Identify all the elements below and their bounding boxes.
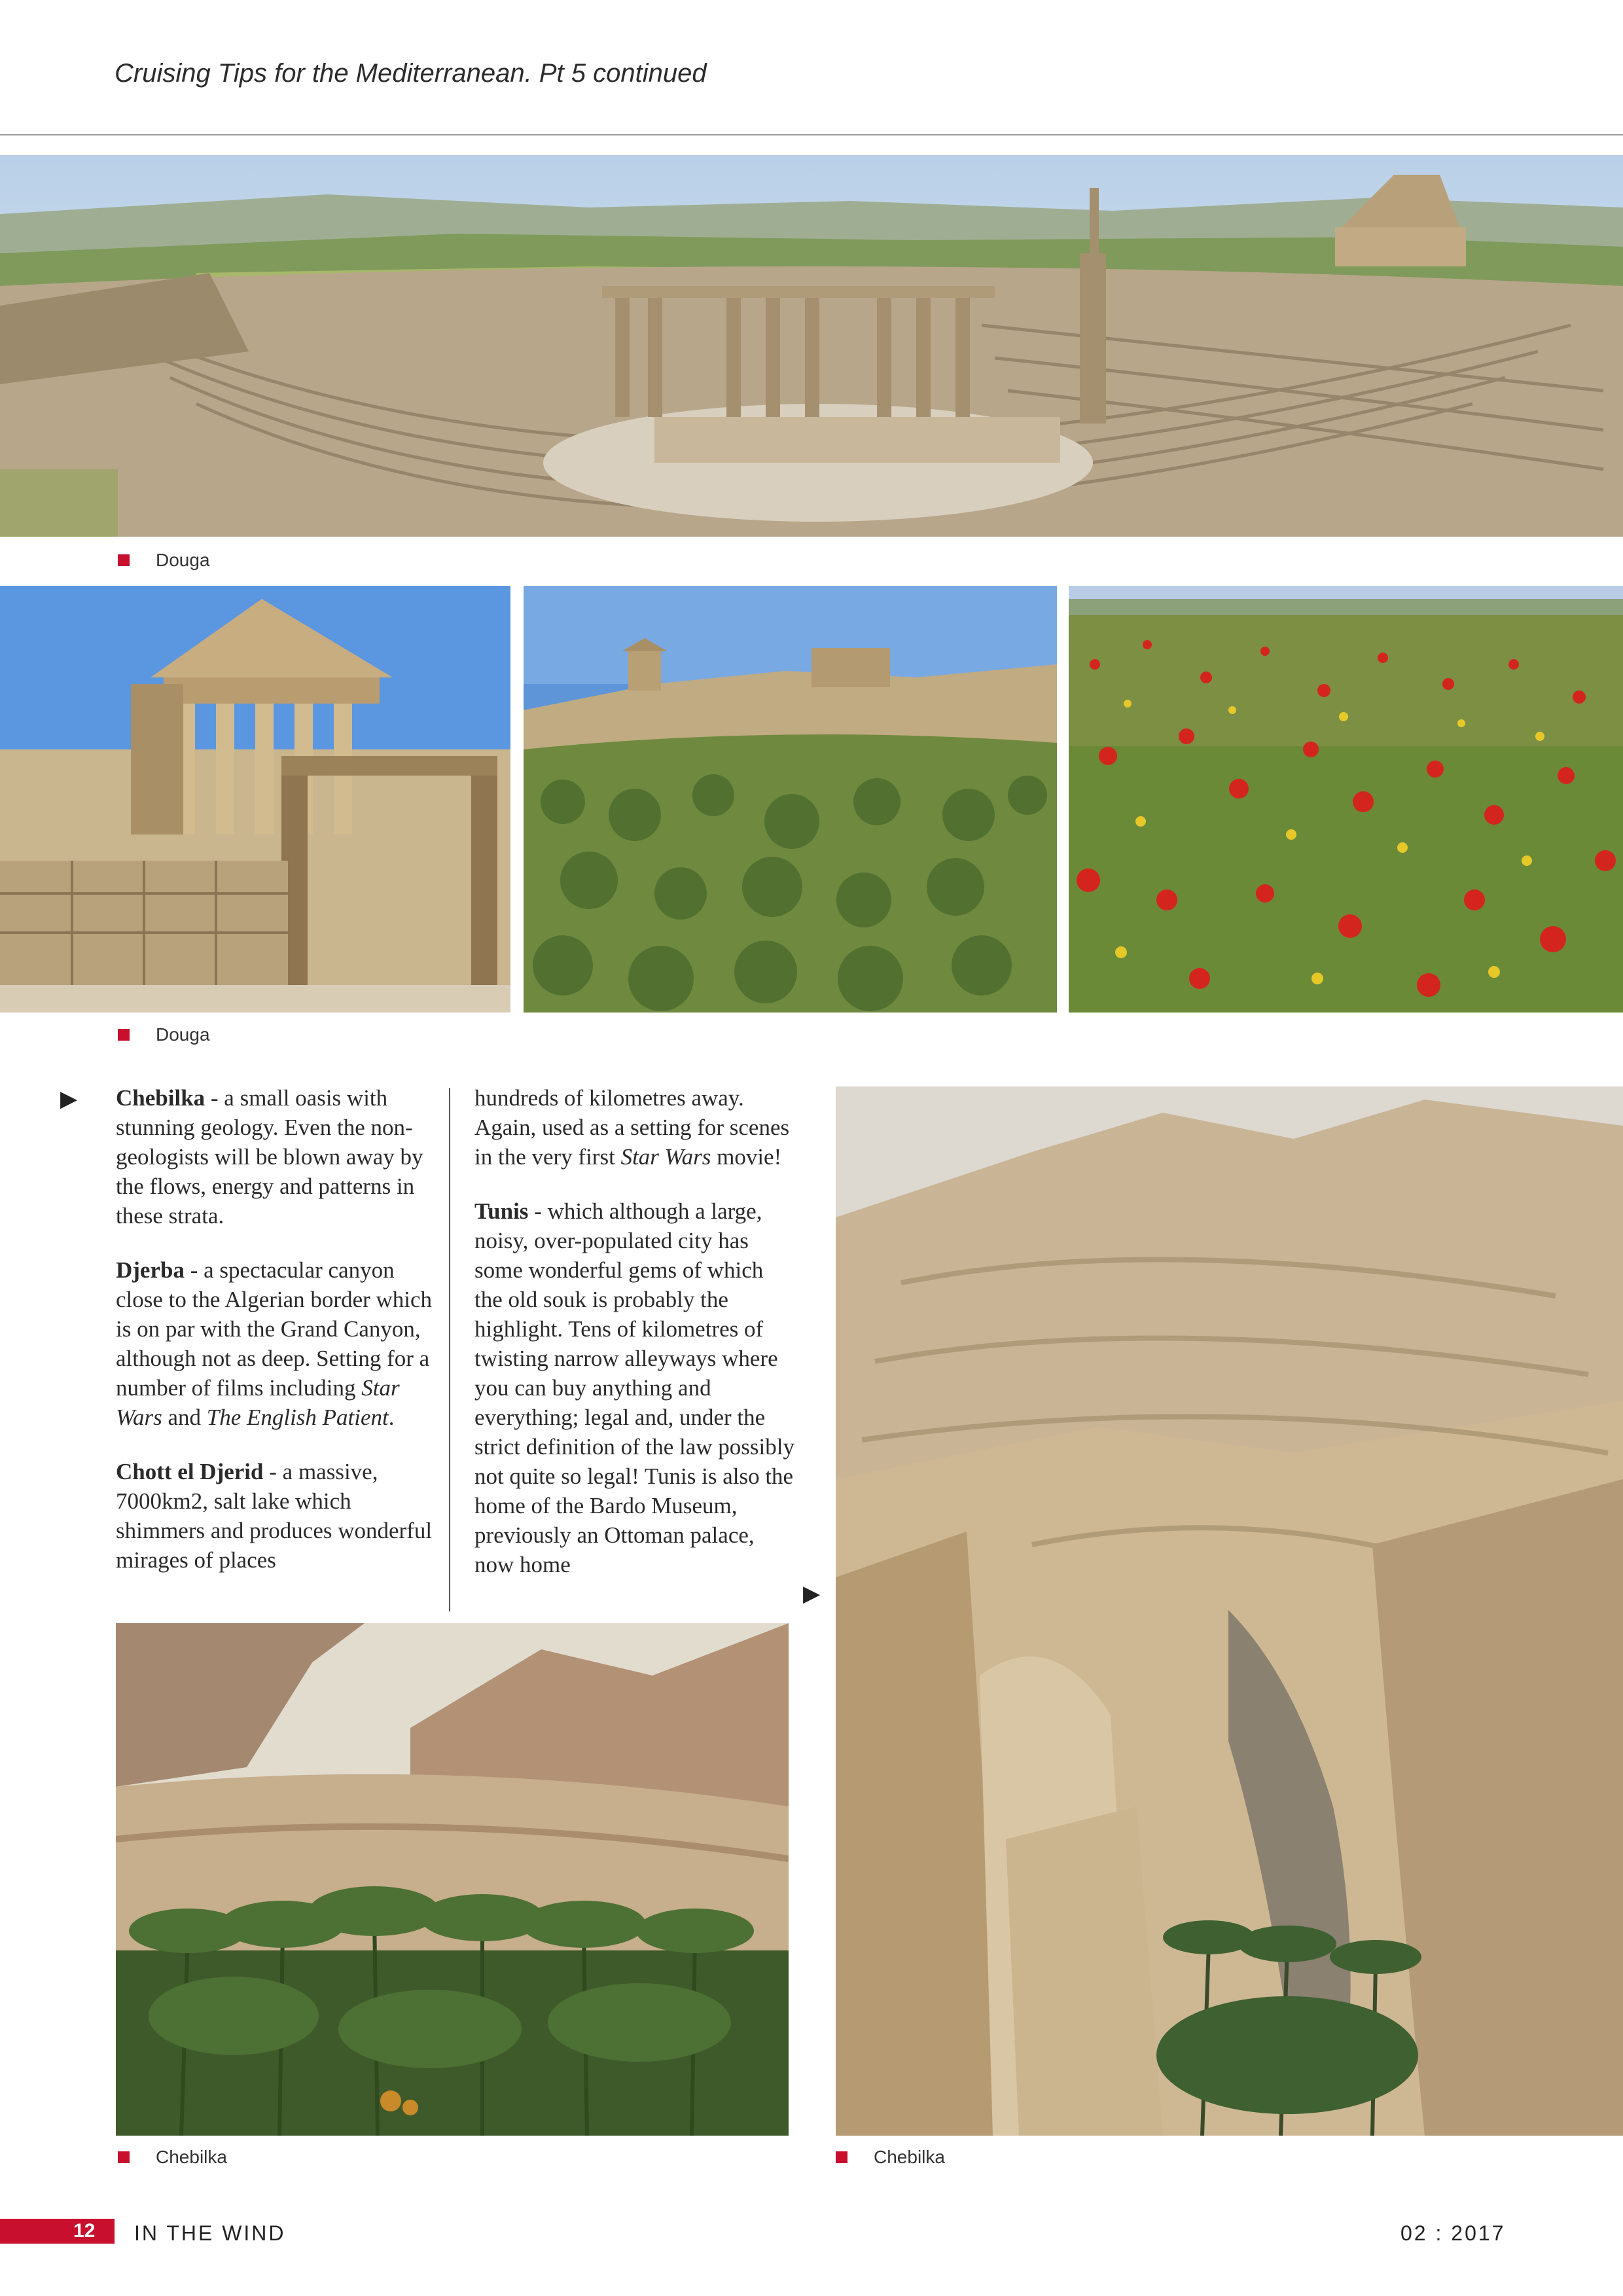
caption-text: Douga bbox=[156, 1024, 210, 1045]
issue-date: 02 : 2017 bbox=[1400, 2221, 1506, 2245]
page-header-title: Cruising Tips for the Mediterranean. Pt 5 continued bbox=[115, 59, 707, 88]
header-divider bbox=[0, 134, 1623, 135]
paragraph-chott-el-djerid: Chott el Djerid - a massive, 7000km2, salt lake which shimmers and produces wonderful mirages of places bbox=[116, 1459, 433, 1573]
red-square-icon bbox=[118, 1029, 130, 1041]
footer-page-bar bbox=[0, 2219, 115, 2244]
caption-chebilka-left bbox=[118, 2147, 227, 2168]
triangle-right-icon: ▶ bbox=[60, 1086, 78, 1112]
red-square-icon bbox=[118, 2151, 130, 2163]
photo-poppy-field bbox=[1069, 586, 1623, 1013]
photo-douga-theatre bbox=[0, 155, 1623, 537]
red-square-icon bbox=[118, 554, 130, 566]
photo-chebilka-canyon bbox=[836, 1086, 1623, 2136]
article-column-2 bbox=[474, 1083, 795, 1604]
column-divider bbox=[449, 1088, 450, 1611]
caption-text: Chebilka bbox=[874, 2147, 945, 2167]
magazine-name: IN THE WIND bbox=[134, 2221, 286, 2245]
paragraph-djerba: Djerba - a spectacular canyon close to the Algerian border which is on par with the Grand Canyon, although not as deep. Setting for a number of films including Star Wars and The English Patient. bbox=[116, 1257, 433, 1430]
photo-douga-capitol bbox=[0, 586, 510, 1013]
caption-text: Chebilka bbox=[156, 2147, 227, 2167]
caption-text: Douga bbox=[156, 550, 210, 570]
photo-chebilka-palms bbox=[116, 1623, 789, 2136]
paragraph-chebilka: Chebilka - a small oasis with stunning geology. Even the non-geologists will be blown away by the flows, energy and patterns in these strata. bbox=[116, 1085, 423, 1229]
red-square-icon bbox=[836, 2151, 847, 2163]
caption-douga-row bbox=[118, 1024, 210, 1045]
photo-douga-olive-grove bbox=[524, 586, 1057, 1013]
triangle-right-icon: ▶ bbox=[803, 1581, 821, 1607]
paragraph-tunis: Tunis - which although a large, noisy, over-populated city has some wonderful gems of which the old souk is probably the highlight. Tens of kilometres of twisting narrow alleyways where you can buy anything and everything; legal and, under the strict definition of the law possibly not quite so legal! Tunis is also the home of the Bardo Museum, previously an Ottoman palace, now home bbox=[474, 1198, 794, 1577]
caption-chebilka-right bbox=[836, 2147, 945, 2168]
paragraph-continued: hundreds of kilometres away. Again, used as a setting for scenes in the very first Star Wars movie! bbox=[474, 1085, 790, 1170]
page-number: 12 bbox=[73, 2220, 96, 2242]
caption-douga-top bbox=[118, 550, 210, 571]
article-column-1 bbox=[116, 1083, 437, 1600]
